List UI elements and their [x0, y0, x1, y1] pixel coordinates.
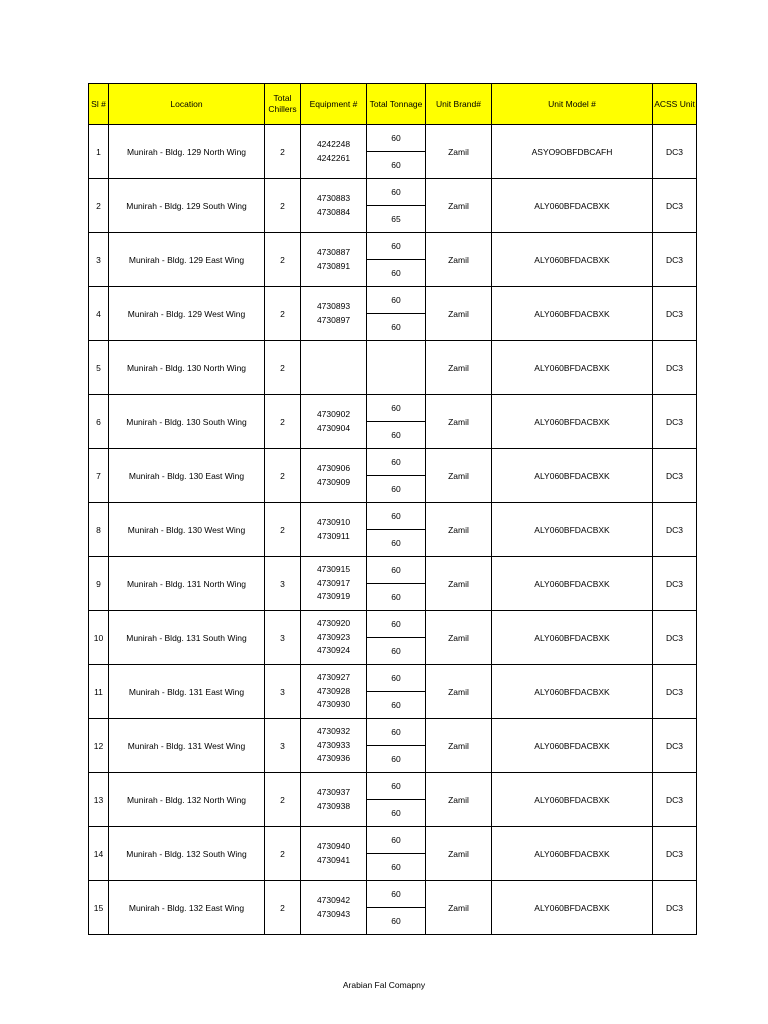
cell-unit-model: ALY060BFDACBXK: [492, 341, 653, 395]
cell-equipment: [301, 665, 367, 719]
table-row: [89, 611, 697, 638]
header-unit-brand: Unit Brand#: [426, 84, 492, 125]
cell-total-chillers: 3: [265, 557, 301, 611]
cell-equipment: [301, 233, 367, 287]
chiller-table: [88, 83, 697, 935]
cell-equipment: [301, 341, 367, 395]
table-row: [89, 179, 697, 206]
cell-unit-model: ALY060BFDACBXK: [492, 179, 653, 233]
cell-unit-brand: Zamil: [426, 287, 492, 341]
cell-location: Munirah - Bldg. 131 South Wing: [109, 611, 265, 665]
equipment-number: 4730884: [316, 206, 351, 217]
table-row: [89, 503, 697, 530]
cell-unit-model: ALY060BFDACBXK: [492, 665, 653, 719]
cell-equipment: [301, 881, 367, 935]
equipment-number: 4730911: [317, 530, 350, 541]
cell-location: Munirah - Bldg. 130 North Wing: [109, 341, 265, 395]
cell-sl: 14: [89, 827, 109, 881]
cell-location: Munirah - Bldg. 129 South Wing: [109, 179, 265, 233]
table-row: [89, 665, 697, 692]
cell-equipment: [301, 503, 367, 557]
cell-unit-brand: Zamil: [426, 557, 492, 611]
cell-tonnage-1: 60: [367, 827, 426, 854]
cell-unit-brand: Zamil: [426, 449, 492, 503]
cell-total-chillers: 2: [265, 287, 301, 341]
cell-total-chillers: 2: [265, 395, 301, 449]
cell-equipment: [301, 827, 367, 881]
equipment-number: 4730887: [316, 247, 351, 257]
cell-acss-unit: DC3: [653, 341, 697, 395]
table-row: [89, 773, 697, 800]
cell-tonnage-1: 60: [367, 719, 426, 746]
equipment-number: 4730943: [316, 908, 351, 919]
equipment-number: 4730919: [316, 591, 351, 602]
cell-sl: 5: [89, 341, 109, 395]
cell-total-chillers: 2: [265, 233, 301, 287]
cell-unit-brand: Zamil: [426, 395, 492, 449]
header-unit-model: Unit Model #: [492, 84, 653, 125]
cell-tonnage-2: 60: [367, 746, 426, 773]
cell-tonnage-2: 60: [367, 584, 426, 611]
cell-sl: 9: [89, 557, 109, 611]
cell-acss-unit: DC3: [653, 125, 697, 179]
header-total-tonnage: Total Tonnage: [367, 84, 426, 125]
equipment-number: 4730927: [316, 672, 351, 683]
cell-unit-model: ALY060BFDACBXK: [492, 557, 653, 611]
cell-tonnage-2: 60: [367, 638, 426, 665]
cell-tonnage-2: 60: [367, 152, 426, 179]
equipment-number: 4242248: [316, 139, 351, 149]
cell-unit-brand: Zamil: [426, 773, 492, 827]
cell-location: Munirah - Bldg. 130 South Wing: [109, 395, 265, 449]
cell-total-chillers: 2: [265, 773, 301, 827]
equipment-number: 4730938: [316, 800, 351, 811]
cell-location: Munirah - Bldg. 130 East Wing: [109, 449, 265, 503]
header-row: [89, 84, 697, 125]
cell-total-chillers: 2: [265, 881, 301, 935]
cell-tonnage-2: 60: [367, 260, 426, 287]
cell-location: Munirah - Bldg. 132 North Wing: [109, 773, 265, 827]
cell-acss-unit: DC3: [653, 773, 697, 827]
cell-tonnage-1: 60: [367, 665, 426, 692]
cell-unit-brand: Zamil: [426, 503, 492, 557]
cell-acss-unit: DC3: [653, 881, 697, 935]
cell-location: Munirah - Bldg. 132 South Wing: [109, 827, 265, 881]
cell-location: Munirah - Bldg. 131 East Wing: [109, 665, 265, 719]
cell-tonnage-1: 60: [367, 611, 426, 638]
cell-acss-unit: DC3: [653, 719, 697, 773]
equipment-number: 4730891: [316, 260, 351, 271]
equipment-number: 4730928: [316, 685, 351, 696]
cell-total-chillers: 2: [265, 827, 301, 881]
cell-total-chillers: 3: [265, 611, 301, 665]
table-row: [89, 719, 697, 746]
equipment-number: 4730923: [316, 631, 351, 642]
equipment-number: 4730893: [316, 301, 351, 311]
cell-acss-unit: DC3: [653, 503, 697, 557]
equipment-number: 4730933: [316, 739, 351, 750]
table-row: [89, 827, 697, 854]
equipment-number: 4730924: [316, 645, 351, 656]
cell-unit-model: ALY060BFDACBXK: [492, 287, 653, 341]
cell-sl: 11: [89, 665, 109, 719]
cell-acss-unit: DC3: [653, 233, 697, 287]
equipment-number: 4730920: [316, 618, 351, 629]
cell-unit-brand: Zamil: [426, 827, 492, 881]
equipment-number: 4730930: [316, 699, 351, 710]
cell-tonnage-1: 60: [367, 125, 426, 152]
cell-sl: 7: [89, 449, 109, 503]
cell-tonnage-2: 60: [367, 854, 426, 881]
cell-unit-model: ALY060BFDACBXK: [492, 395, 653, 449]
cell-tonnage-2: 60: [367, 908, 426, 935]
cell-unit-model: ALY060BFDACBXK: [492, 503, 653, 557]
table-row: [89, 881, 697, 908]
table-row: [89, 449, 697, 476]
cell-sl: 2: [89, 179, 109, 233]
cell-sl: 13: [89, 773, 109, 827]
cell-unit-brand: Zamil: [426, 125, 492, 179]
cell-unit-model: ALY060BFDACBXK: [492, 773, 653, 827]
cell-sl: 10: [89, 611, 109, 665]
cell-acss-unit: DC3: [653, 179, 697, 233]
table-row: [89, 557, 697, 584]
table-row: [89, 125, 697, 152]
equipment-number: 4730883: [316, 193, 351, 203]
cell-unit-model: ALY060BFDACBXK: [492, 881, 653, 935]
cell-location: Munirah - Bldg. 130 West Wing: [109, 503, 265, 557]
cell-equipment: [301, 449, 367, 503]
cell-location: Munirah - Bldg. 129 East Wing: [109, 233, 265, 287]
cell-sl: 8: [89, 503, 109, 557]
equipment-number: 4730941: [316, 854, 351, 865]
cell-equipment: [301, 125, 367, 179]
cell-equipment: [301, 611, 367, 665]
cell-tonnage-2: 60: [367, 422, 426, 449]
cell-unit-brand: Zamil: [426, 233, 492, 287]
cell-total-chillers: 3: [265, 665, 301, 719]
footer-company-name: Arabian Fal Comapny: [342, 980, 426, 990]
cell-equipment: [301, 719, 367, 773]
equipment-number: 4730940: [316, 841, 351, 851]
cell-sl: 4: [89, 287, 109, 341]
cell-equipment: [301, 773, 367, 827]
cell-unit-model: ALY060BFDACBXK: [492, 449, 653, 503]
cell-unit-brand: Zamil: [426, 341, 492, 395]
cell-total-chillers: 2: [265, 179, 301, 233]
cell-equipment: [301, 395, 367, 449]
cell-location: Munirah - Bldg. 131 North Wing: [109, 557, 265, 611]
equipment-number: 4730906: [316, 463, 351, 473]
equipment-number: 4242261: [316, 152, 351, 163]
cell-acss-unit: DC3: [653, 611, 697, 665]
equipment-number: 4730937: [316, 787, 351, 797]
cell-tonnage-1: 60: [367, 449, 426, 476]
equipment-number: 4730910: [316, 517, 351, 527]
cell-acss-unit: DC3: [653, 665, 697, 719]
cell-tonnage-2: 60: [367, 314, 426, 341]
cell-tonnage-1: 60: [367, 773, 426, 800]
equipment-number: 4730932: [316, 726, 351, 737]
cell-location: Munirah - Bldg. 129 West Wing: [109, 287, 265, 341]
table-row: [89, 395, 697, 422]
cell-total-chillers: 2: [265, 449, 301, 503]
cell-tonnage-1: 60: [367, 881, 426, 908]
cell-sl: 12: [89, 719, 109, 773]
cell-equipment: [301, 287, 367, 341]
cell-sl: 1: [89, 125, 109, 179]
cell-tonnage-1: 60: [367, 179, 426, 206]
cell-unit-brand: Zamil: [426, 611, 492, 665]
cell-equipment: [301, 179, 367, 233]
cell-equipment: [301, 557, 367, 611]
cell-unit-model: ALY060BFDACBXK: [492, 611, 653, 665]
cell-unit-model: ALY060BFDACBXK: [492, 827, 653, 881]
cell-tonnage-2: 60: [367, 692, 426, 719]
cell-acss-unit: DC3: [653, 827, 697, 881]
cell-unit-brand: Zamil: [426, 665, 492, 719]
cell-acss-unit: DC3: [653, 287, 697, 341]
cell-tonnage-1: 60: [367, 395, 426, 422]
cell-sl: 15: [89, 881, 109, 935]
cell-location: Munirah - Bldg. 132 East Wing: [109, 881, 265, 935]
cell-unit-model: ALY060BFDACBXK: [492, 233, 653, 287]
cell-location: Munirah - Bldg. 129 North Wing: [109, 125, 265, 179]
cell-sl: 3: [89, 233, 109, 287]
cell-acss-unit: DC3: [653, 557, 697, 611]
table-row: [89, 287, 697, 314]
cell-tonnage-2: 60: [367, 530, 426, 557]
cell-unit-brand: Zamil: [426, 881, 492, 935]
cell-unit-model: ALY060BFDACBXK: [492, 719, 653, 773]
cell-total-chillers: 2: [265, 341, 301, 395]
cell-tonnage-1: 60: [367, 503, 426, 530]
cell-tonnage-2: 65: [367, 206, 426, 233]
header-sl: Sl #: [89, 84, 109, 125]
equipment-number: 4730942: [316, 895, 351, 905]
cell-tonnage-1: 60: [367, 557, 426, 584]
equipment-number: 4730915: [316, 564, 351, 575]
cell-sl: 6: [89, 395, 109, 449]
table-row: [89, 341, 697, 368]
equipment-number: 4730902: [316, 409, 351, 419]
cell-total-chillers: 3: [265, 719, 301, 773]
cell-acss-unit: DC3: [653, 449, 697, 503]
header-total-chillers: Total Chillers: [265, 84, 301, 125]
equipment-number: 4730909: [316, 476, 351, 487]
chiller-table-sheet: [88, 83, 696, 935]
header-location: Location: [109, 84, 265, 125]
cell-tonnage: [367, 341, 426, 395]
header-acss-unit: ACSS Unit: [653, 84, 697, 125]
cell-acss-unit: DC3: [653, 395, 697, 449]
cell-total-chillers: 2: [265, 125, 301, 179]
equipment-number: 4730897: [316, 314, 351, 325]
cell-tonnage-2: 60: [367, 800, 426, 827]
table-row: [89, 233, 697, 260]
cell-total-chillers: 2: [265, 503, 301, 557]
cell-location: Munirah - Bldg. 131 West Wing: [109, 719, 265, 773]
equipment-number: 4730917: [316, 577, 351, 588]
cell-unit-brand: Zamil: [426, 719, 492, 773]
cell-tonnage-1: 60: [367, 233, 426, 260]
cell-unit-model: ASYO9OBFDBCAFH: [492, 125, 653, 179]
header-equipment: Equipment #: [301, 84, 367, 125]
equipment-number: 4730904: [316, 422, 351, 433]
cell-tonnage-1: 60: [367, 287, 426, 314]
cell-unit-brand: Zamil: [426, 179, 492, 233]
cell-tonnage-2: 60: [367, 476, 426, 503]
equipment-number: 4730936: [316, 753, 351, 764]
